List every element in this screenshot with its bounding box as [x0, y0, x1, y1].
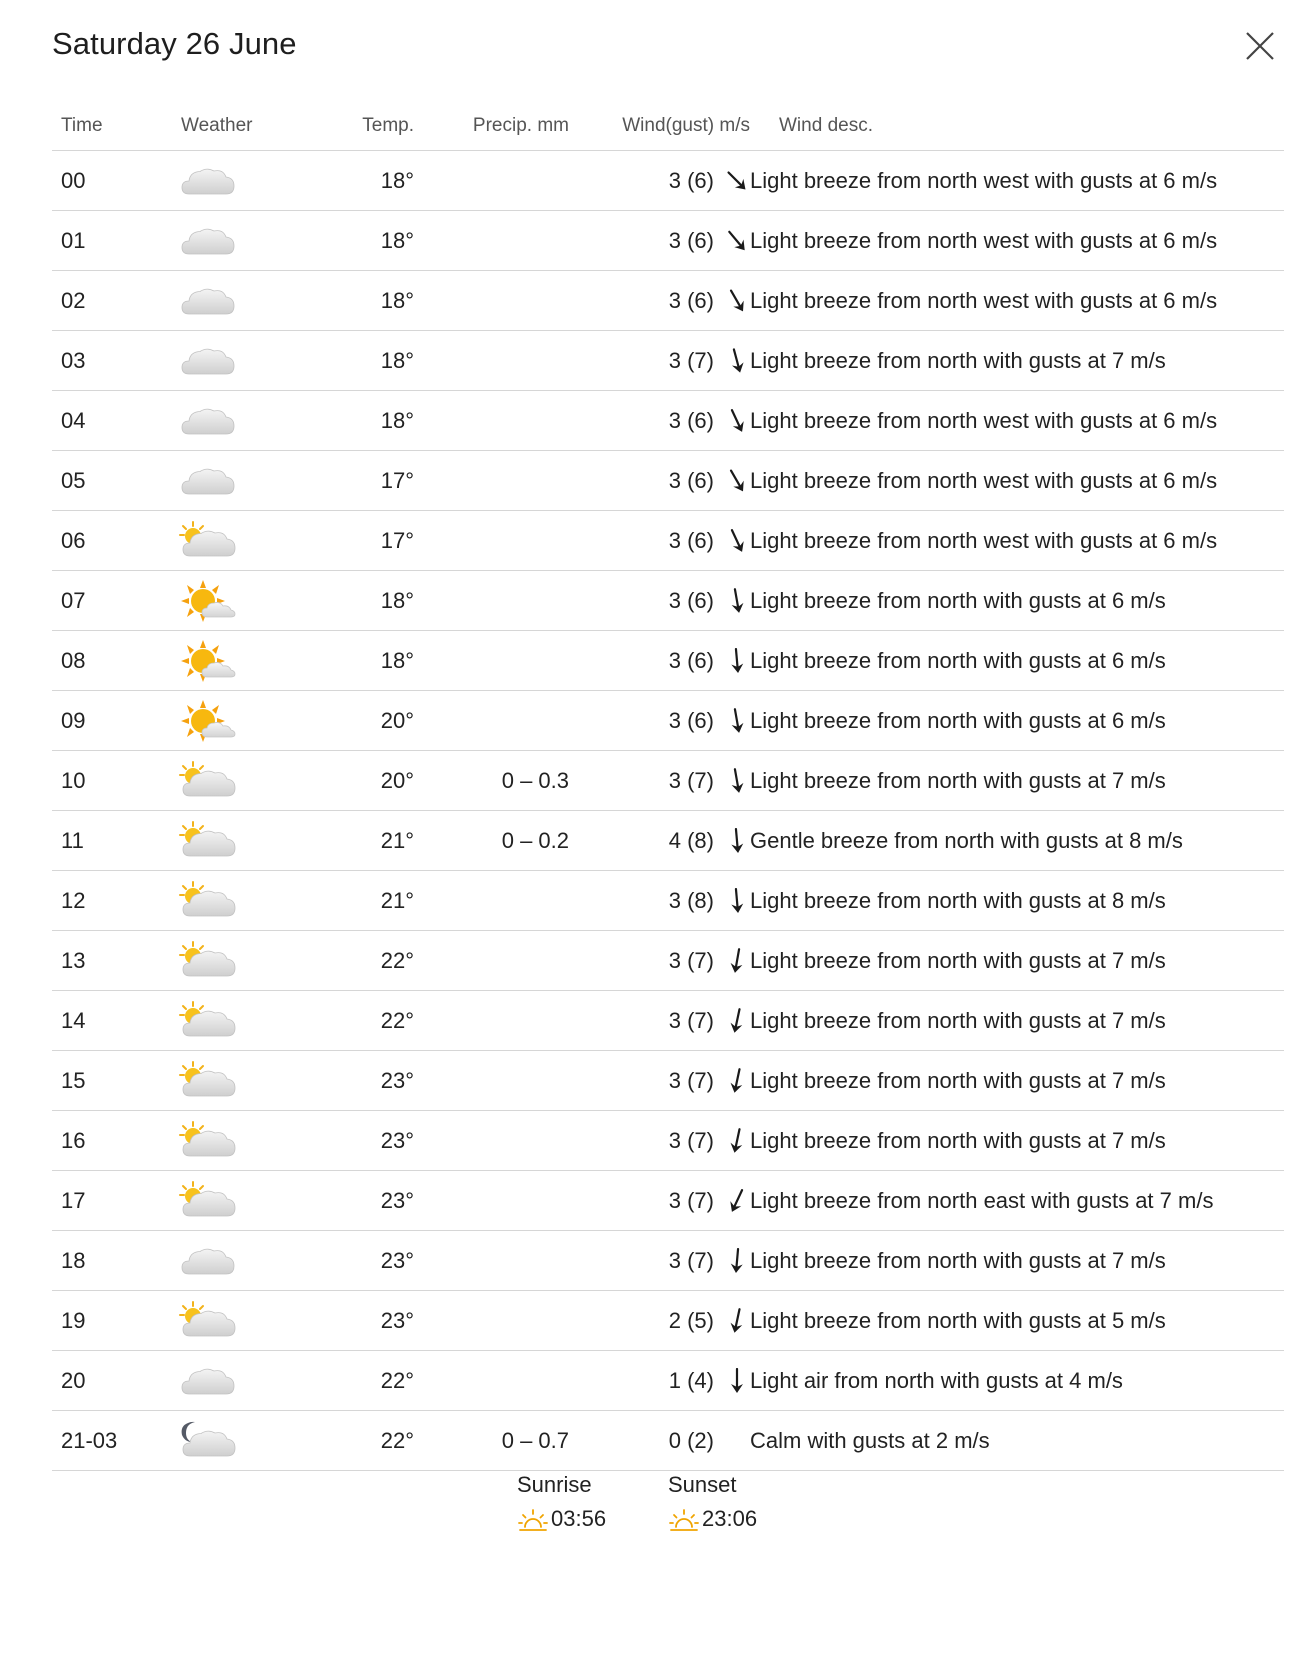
wind-speed: 3 (7)	[668, 948, 714, 974]
table-row	[52, 331, 1284, 391]
wind-speed: 0 (2)	[668, 1428, 714, 1454]
row-wind-description: Light breeze from north with gusts at 6 m/s	[750, 707, 1166, 733]
mostly-sunny-icon	[179, 699, 294, 743]
wind-direction-icon	[724, 588, 750, 614]
row-wind-description: Light breeze from north with gusts at 7 m/s	[750, 1007, 1166, 1033]
wind-direction-icon	[724, 528, 750, 554]
partly-cloudy-icon	[179, 1120, 294, 1162]
row-temperature: 17°	[380, 467, 414, 493]
wind-speed: 3 (7)	[668, 1068, 714, 1094]
table-row	[52, 991, 1284, 1051]
row-wind-description: Light breeze from north with gusts at 7 m/s	[750, 1067, 1166, 1093]
wind-speed: 3 (8)	[668, 888, 714, 914]
row-time: 11	[61, 827, 84, 853]
row-temperature: 22°	[380, 947, 414, 973]
row-weather	[179, 1291, 294, 1351]
close-button[interactable]	[1242, 28, 1278, 64]
table-row	[52, 1291, 1284, 1351]
header-weather: Weather	[181, 115, 253, 136]
row-wind-description: Light breeze from north west with gusts at 6 m/s	[750, 407, 1218, 433]
wind-speed: 3 (6)	[668, 168, 714, 194]
row-temperature: 23°	[380, 1067, 414, 1093]
row-weather	[179, 931, 294, 991]
row-wind-description: Light breeze from north with gusts at 7 m/s	[750, 767, 1166, 793]
table-row	[52, 1351, 1284, 1411]
row-precipitation	[414, 151, 569, 211]
row-time: 10	[61, 767, 86, 793]
wind-speed: 3 (6)	[668, 528, 714, 554]
partly-cloudy-icon	[179, 820, 294, 862]
row-weather	[179, 511, 294, 571]
row-wind-description: Light breeze from north with gusts at 7 m/s	[750, 1127, 1166, 1153]
row-wind-description: Calm with gusts at 2 m/s	[750, 1427, 990, 1453]
cloudy-icon	[179, 462, 294, 500]
row-wind	[569, 1171, 750, 1231]
row-weather	[179, 571, 294, 631]
close-icon	[1242, 28, 1278, 64]
header-temp: Temp.	[362, 115, 414, 136]
wind-speed: 3 (6)	[668, 228, 714, 254]
row-wind	[569, 271, 750, 331]
wind-direction-icon	[724, 168, 750, 194]
row-precipitation	[414, 511, 569, 571]
row-time: 09	[61, 707, 86, 733]
row-wind	[569, 871, 750, 931]
sunset-label: Sunset	[668, 1472, 737, 1497]
row-time: 14	[61, 1007, 86, 1033]
wind-direction-icon	[724, 228, 750, 254]
table-row	[52, 1231, 1284, 1291]
partly-cloudy-icon	[179, 1180, 294, 1222]
row-wind	[569, 1351, 750, 1411]
row-wind-description: Light breeze from north with gusts at 8 m/s	[750, 887, 1166, 913]
table-row	[52, 811, 1284, 871]
wind-direction-icon	[724, 1128, 750, 1154]
row-wind-description: Light air from north with gusts at 4 m/s	[750, 1367, 1123, 1393]
table-header-row	[52, 102, 1284, 151]
row-temperature: 21°	[380, 887, 414, 913]
table-row	[52, 1171, 1284, 1231]
wind-speed: 3 (7)	[668, 348, 714, 374]
row-precipitation: 0 – 0.2	[501, 827, 569, 853]
row-wind	[569, 751, 750, 811]
row-weather	[179, 391, 294, 451]
row-temperature: 20°	[380, 767, 414, 793]
row-temperature: 18°	[380, 287, 414, 313]
row-wind-description: Light breeze from north east with gusts at 7 m/s	[750, 1187, 1214, 1213]
row-precipitation	[414, 1291, 569, 1351]
row-precipitation	[414, 571, 569, 631]
row-weather	[179, 871, 294, 931]
row-time: 05	[61, 467, 86, 493]
row-weather	[179, 751, 294, 811]
row-precipitation: 0 – 0.3	[501, 767, 569, 793]
table-row	[52, 211, 1284, 271]
row-temperature: 20°	[380, 707, 414, 733]
row-wind	[569, 211, 750, 271]
table-row	[52, 691, 1284, 751]
table-row	[52, 511, 1284, 571]
row-wind-description: Light breeze from north west with gusts at 6 m/s	[750, 467, 1218, 493]
row-time: 18	[61, 1247, 86, 1273]
row-precipitation	[414, 391, 569, 451]
sunrise-label: Sunrise	[517, 1472, 592, 1497]
wind-speed: 3 (7)	[668, 1248, 714, 1274]
row-time: 15	[61, 1067, 86, 1093]
row-wind	[569, 811, 750, 871]
wind-speed: 1 (4)	[668, 1368, 714, 1394]
row-precipitation	[414, 631, 569, 691]
table-row	[52, 151, 1284, 211]
partly-cloudy-icon	[179, 1300, 294, 1342]
row-wind	[569, 391, 750, 451]
row-temperature: 18°	[380, 647, 414, 673]
row-weather	[179, 1051, 294, 1111]
row-precipitation	[414, 331, 569, 391]
row-time: 20	[61, 1367, 86, 1393]
row-weather	[179, 1231, 294, 1291]
wind-direction-icon	[724, 468, 750, 494]
wind-direction-icon	[724, 948, 750, 974]
row-precipitation	[414, 451, 569, 511]
row-weather	[179, 211, 294, 271]
header-time: Time	[61, 115, 103, 136]
row-weather	[179, 631, 294, 691]
row-wind	[569, 571, 750, 631]
row-precipitation	[414, 211, 569, 271]
row-weather	[179, 271, 294, 331]
row-time: 19	[61, 1307, 86, 1333]
row-time: 12	[61, 887, 86, 913]
row-precipitation	[414, 871, 569, 931]
row-temperature: 18°	[380, 167, 414, 193]
row-time: 17	[61, 1187, 86, 1213]
row-wind	[569, 1231, 750, 1291]
row-temperature: 21°	[380, 827, 414, 853]
row-temperature: 18°	[380, 227, 414, 253]
row-wind-description: Light breeze from north west with gusts at 6 m/s	[750, 167, 1218, 193]
row-wind	[569, 1111, 750, 1171]
row-precipitation: 0 – 0.7	[501, 1427, 569, 1453]
row-time: 21-03	[61, 1427, 118, 1453]
row-wind	[569, 331, 750, 391]
row-time: 13	[61, 947, 86, 973]
row-temperature: 17°	[380, 527, 414, 553]
row-wind	[569, 931, 750, 991]
table-row	[52, 391, 1284, 451]
wind-direction-icon	[724, 1188, 750, 1214]
row-time: 07	[61, 587, 86, 613]
wind-direction-icon	[724, 828, 750, 854]
partly-cloudy-icon	[179, 520, 294, 562]
table-row	[52, 271, 1284, 331]
sunrise-time: 03:56	[551, 1506, 607, 1531]
header-precip: Precip. mm	[472, 115, 569, 136]
wind-direction-icon	[724, 1368, 750, 1394]
wind-speed: 3 (6)	[668, 708, 714, 734]
row-time: 02	[61, 287, 86, 313]
partly-cloudy-icon	[179, 760, 294, 802]
wind-direction-icon	[724, 888, 750, 914]
partly-cloudy-icon	[179, 1060, 294, 1102]
row-wind-description: Light breeze from north with gusts at 7 m/s	[750, 1247, 1166, 1273]
cloudy-icon	[179, 162, 294, 200]
cloudy-icon	[179, 1242, 294, 1280]
row-wind	[569, 631, 750, 691]
sunset-time: 23:06	[702, 1506, 758, 1531]
table-row	[52, 1111, 1284, 1171]
row-wind	[569, 1291, 750, 1351]
row-temperature: 18°	[380, 587, 414, 613]
table-row	[52, 871, 1284, 931]
row-wind	[569, 451, 750, 511]
row-precipitation	[414, 1051, 569, 1111]
sunset-icon	[668, 1506, 700, 1532]
wind-direction-icon	[724, 768, 750, 794]
row-time: 06	[61, 527, 86, 553]
cloudy-icon	[179, 222, 294, 260]
row-temperature: 22°	[380, 1427, 414, 1453]
partly-cloudy-icon	[179, 1000, 294, 1042]
partly-cloudy-night-icon	[179, 1420, 294, 1462]
row-weather	[179, 1171, 294, 1231]
mostly-sunny-icon	[179, 579, 294, 623]
cloudy-icon	[179, 402, 294, 440]
row-wind-description: Gentle breeze from north with gusts at 8 m/s	[750, 827, 1183, 853]
sunrise-icon	[517, 1506, 549, 1532]
row-time: 01	[61, 227, 86, 253]
wind-speed: 3 (7)	[668, 1008, 714, 1034]
row-wind-description: Light breeze from north with gusts at 7 m/s	[750, 947, 1166, 973]
table-row	[52, 931, 1284, 991]
row-precipitation	[414, 1351, 569, 1411]
cloudy-icon	[179, 282, 294, 320]
wind-speed: 3 (7)	[668, 1128, 714, 1154]
sunset-block	[668, 1472, 757, 1532]
row-precipitation	[414, 991, 569, 1051]
row-wind	[569, 511, 750, 571]
wind-direction-icon	[724, 648, 750, 674]
table-row	[52, 1411, 1284, 1471]
row-temperature: 18°	[380, 407, 414, 433]
row-precipitation	[414, 931, 569, 991]
row-weather	[179, 691, 294, 751]
table-row	[52, 571, 1284, 631]
row-precipitation	[414, 1171, 569, 1231]
sunrise-block	[517, 1472, 606, 1532]
wind-direction-icon	[724, 348, 750, 374]
row-weather	[179, 451, 294, 511]
row-wind-description: Light breeze from north west with gusts at 6 m/s	[750, 527, 1218, 553]
row-wind	[569, 151, 750, 211]
row-wind	[569, 691, 750, 751]
row-temperature: 23°	[380, 1187, 414, 1213]
row-temperature: 23°	[380, 1307, 414, 1333]
wind-speed: 3 (6)	[668, 408, 714, 434]
mostly-sunny-icon	[179, 639, 294, 683]
row-time: 08	[61, 647, 86, 673]
row-weather	[179, 1411, 294, 1471]
row-temperature: 22°	[380, 1367, 414, 1393]
row-precipitation	[414, 691, 569, 751]
partly-cloudy-icon	[179, 880, 294, 922]
wind-speed: 3 (6)	[668, 588, 714, 614]
wind-direction-icon	[724, 708, 750, 734]
row-wind	[569, 991, 750, 1051]
row-weather	[179, 1111, 294, 1171]
wind-direction-icon	[724, 1248, 750, 1274]
wind-direction-icon	[724, 408, 750, 434]
row-wind	[569, 1051, 750, 1111]
header-wind: Wind(gust) m/s	[622, 115, 750, 136]
row-wind-description: Light breeze from north west with gusts at 6 m/s	[750, 227, 1218, 253]
row-wind	[569, 1411, 750, 1471]
cloudy-icon	[179, 342, 294, 380]
row-precipitation	[414, 1231, 569, 1291]
wind-speed: 2 (5)	[668, 1308, 714, 1334]
row-precipitation	[414, 1111, 569, 1171]
row-wind-description: Light breeze from north west with gusts at 6 m/s	[750, 287, 1218, 313]
wind-speed: 3 (6)	[668, 288, 714, 314]
row-wind-description: Light breeze from north with gusts at 6 m/s	[750, 587, 1166, 613]
wind-direction-icon	[724, 1308, 750, 1334]
wind-speed: 3 (6)	[668, 648, 714, 674]
wind-speed: 3 (7)	[668, 768, 714, 794]
row-temperature: 18°	[380, 347, 414, 373]
hourly-forecast-table	[52, 102, 1284, 1471]
row-wind-description: Light breeze from north with gusts at 7 m/s	[750, 347, 1166, 373]
row-temperature: 23°	[380, 1127, 414, 1153]
row-weather	[179, 1351, 294, 1411]
row-wind-description: Light breeze from north with gusts at 6 m/s	[750, 647, 1166, 673]
wind-direction-icon	[724, 1008, 750, 1034]
wind-speed: 3 (7)	[668, 1188, 714, 1214]
row-weather	[179, 151, 294, 211]
row-time: 03	[61, 347, 86, 373]
header-wind-desc: Wind desc.	[779, 115, 873, 136]
cloudy-icon	[179, 1362, 294, 1400]
row-temperature: 22°	[380, 1007, 414, 1033]
table-row	[52, 751, 1284, 811]
table-row	[52, 451, 1284, 511]
page-title: Saturday 26 June	[52, 26, 297, 61]
row-precipitation	[414, 271, 569, 331]
row-weather	[179, 811, 294, 871]
partly-cloudy-icon	[179, 940, 294, 982]
row-temperature: 23°	[380, 1247, 414, 1273]
row-wind-description: Light breeze from north with gusts at 5 m/s	[750, 1307, 1166, 1333]
row-time: 16	[61, 1127, 86, 1153]
wind-direction-icon	[724, 1068, 750, 1094]
table-row	[52, 631, 1284, 691]
row-time: 04	[61, 407, 86, 433]
row-weather	[179, 331, 294, 391]
wind-direction-icon	[724, 288, 750, 314]
row-weather	[179, 991, 294, 1051]
wind-speed: 4 (8)	[668, 828, 714, 854]
row-time: 00	[61, 167, 86, 193]
wind-speed: 3 (6)	[668, 468, 714, 494]
table-row	[52, 1051, 1284, 1111]
